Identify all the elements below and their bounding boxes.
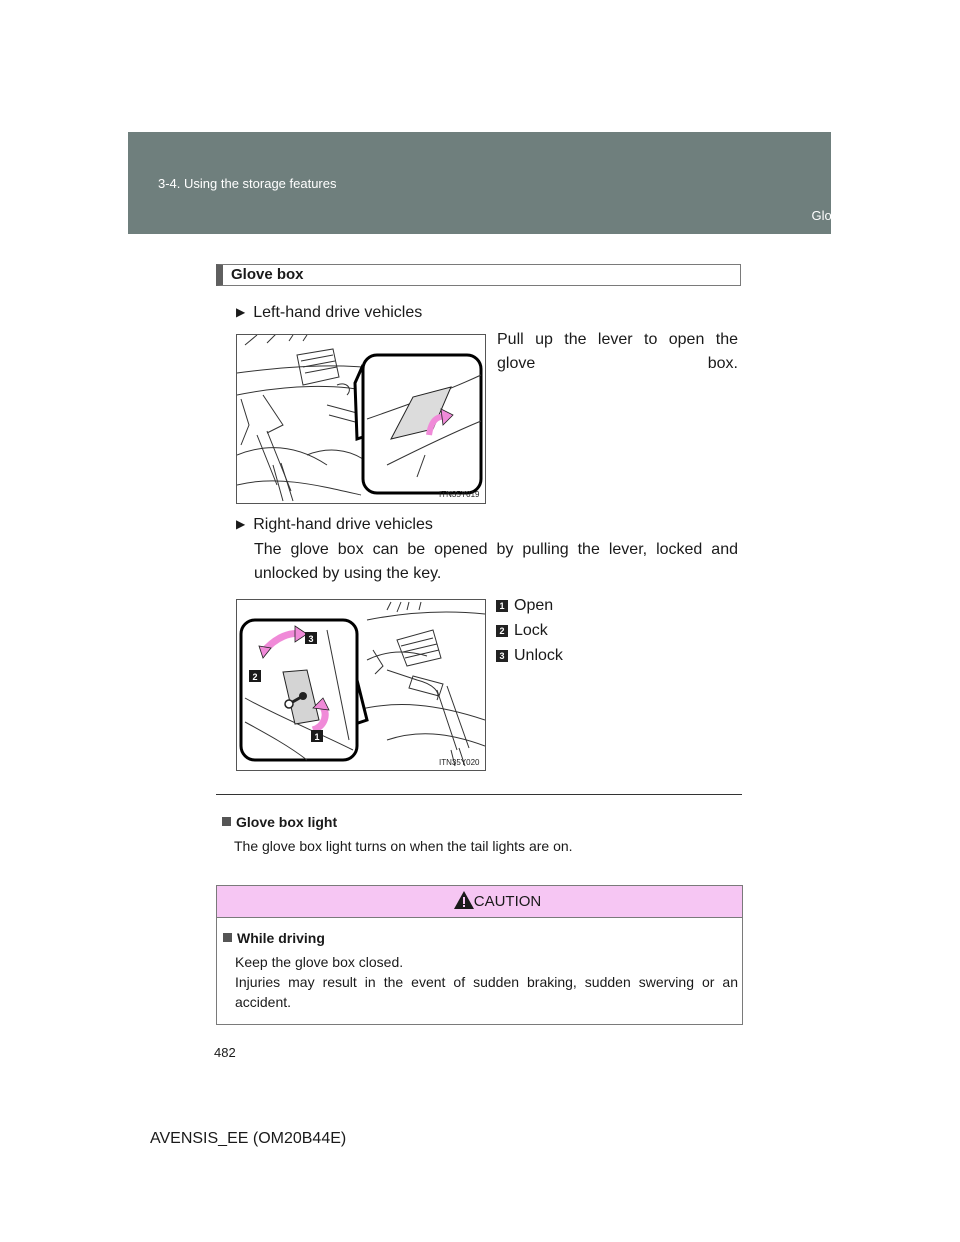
note-title-text: Glove box light [236,814,338,830]
caution-title [223,930,325,946]
caution-title-text: While driving [237,930,325,946]
lhd-heading [236,300,422,325]
lhd-heading-text: Left-hand drive vehicles [253,304,423,321]
legend-open-label: Open [514,597,554,614]
legend-open [496,596,553,616]
callout-1-label: 1 [314,732,320,742]
lhd-glove-box-figure [236,334,486,504]
note-text: The glove box light turns on when the tail lights are on. [234,838,573,854]
warning-triangle-icon [453,890,475,910]
page-number: 482 [214,1045,236,1060]
lhd-figure-code: ITN35Y019 [439,490,480,499]
legend-unlock [496,646,563,666]
caution-label: CAUTION [473,893,542,910]
caution-text: Keep the glove box closed. Injuries may result in the event of sudden braking, sudden swerving or an accident. [235,954,738,1010]
legend-lock-label: Lock [514,622,548,639]
callout-3-label: 3 [308,634,314,644]
number-1-icon: 1 [496,600,508,612]
lhd-dashboard-illustration [237,335,485,503]
square-bullet-icon [222,817,231,826]
rhd-instruction: The glove box can be opened by pulling the lever, locked and unlocked by using the key. [254,541,738,582]
rhd-figure-code: ITN35Y020 [439,758,480,767]
triangle-bullet-icon: ▶ [236,305,246,319]
legend-lock [496,621,548,641]
note-title [222,814,337,830]
section-divider [216,794,742,795]
rhd-glove-box-figure [236,599,486,771]
caution-box [216,885,743,1025]
legend-unlock-label: Unlock [514,647,563,664]
section-title: Glove box [216,264,741,286]
caution-header [217,886,742,918]
square-bullet-icon [223,933,232,942]
triangle-bullet-icon: ▶ [236,517,246,531]
section-breadcrumb: 3-4. Using the storage features [158,176,337,191]
page-topic: Glove box [811,208,870,223]
number-3-icon: 3 [496,650,508,662]
callout-2-label: 2 [252,672,258,682]
document-footer: AVENSIS_EE (OM20B44E) [150,1130,347,1147]
number-2-icon: 2 [496,625,508,637]
rhd-heading [236,512,433,537]
lhd-instruction: Pull up the lever to open the glove box. [497,331,738,372]
rhd-dashboard-illustration [237,600,485,770]
rhd-heading-text: Right-hand drive vehicles [253,516,433,533]
